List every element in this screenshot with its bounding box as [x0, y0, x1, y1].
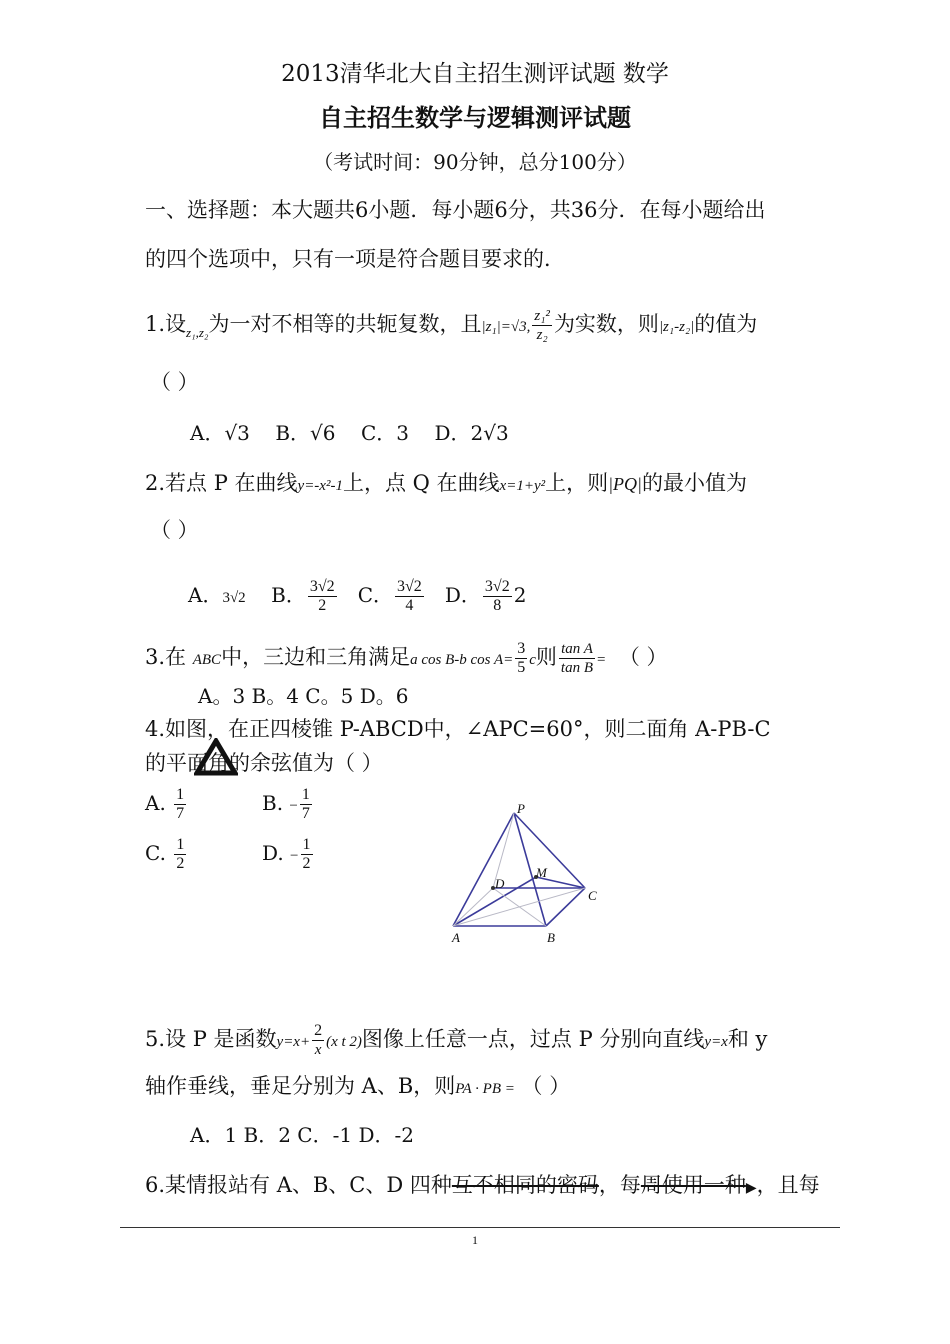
q1-fraction — [532, 307, 552, 344]
q2-option-c-label: C． — [357, 583, 393, 607]
q1-frac-num: z₁² — [534, 308, 550, 324]
q4-option-c-frac — [174, 836, 186, 873]
q5-dot-product: PA · PB = — [455, 1081, 515, 1097]
q1-abs-expr: |z₁|=√3, — [481, 319, 531, 335]
q3-frac-num: 3 — [517, 640, 526, 657]
q4-option-b-den: 7 — [301, 805, 310, 822]
label-A: A — [452, 930, 460, 945]
q2-prefix: 2.若点 P 在曲线 — [145, 471, 298, 495]
q1-abs2: |z₁-z₂| — [658, 319, 695, 335]
label-M: M — [536, 865, 547, 880]
q4-line1: 4.如图，在正四棱锥 P-ABCD中，∠APC=60°，则二面角 A-PB-C — [145, 717, 771, 741]
label-B: B — [547, 930, 555, 945]
q2-option-c-den: 4 — [405, 597, 414, 614]
q5-options: A．1 B．2 C．-1 D．-2 — [190, 1123, 414, 1147]
q5-frac-num: 2 — [314, 1022, 323, 1039]
q2-option-a-label: A． — [188, 583, 223, 607]
exam-subtitle: 自主招生数学与逻辑测评试题 — [319, 103, 631, 132]
q5-mid: 图像上任意一点，过点 P 分别向直线 — [361, 1027, 705, 1051]
q5-line: y=x — [704, 1034, 728, 1050]
q3-eq-tail: c — [529, 652, 536, 668]
q3-frac-den: 5 — [517, 659, 526, 676]
q2-option-b — [308, 578, 337, 615]
q4-option-b — [262, 786, 314, 823]
q4-option-c-den: 2 — [176, 855, 185, 872]
page-title: 2013清华北大自主招生测评试题 数学 — [281, 61, 669, 87]
q5-frac-den: x — [314, 1042, 322, 1058]
q2-option-d-num: 3√2 — [484, 578, 510, 595]
label-P: P — [517, 801, 525, 816]
q4-option-d-label: D. — [262, 841, 284, 865]
q3-eq2: = — [597, 652, 606, 668]
q2-option-d-den: 8 — [493, 597, 502, 614]
q4-option-a-num: 1 — [176, 786, 185, 803]
footer-divider — [120, 1227, 840, 1228]
q2-option-d-label: D． — [444, 583, 481, 607]
q4-option-d — [262, 836, 315, 873]
q6-prefix: 6.某情报站有 A、B、C、D 四种 — [145, 1173, 452, 1197]
q1-option-a: A．√3 — [190, 421, 250, 445]
q3-mid: 中，三边和三角满足 — [221, 645, 411, 669]
q1-frac-den: z₂ — [536, 327, 548, 343]
q1-suffix: 的值为 — [694, 312, 758, 336]
q1-prefix: 1.设 — [145, 312, 187, 336]
q2-option-a: 3√2 — [222, 590, 246, 606]
q2-option-d — [483, 578, 512, 615]
q2-option-c-num: 3√2 — [397, 578, 422, 595]
page-number: 1 — [472, 1233, 478, 1247]
q6-suffix: ，且每 — [756, 1173, 820, 1197]
question-5 — [145, 1022, 767, 1059]
q1-vars: z₁,z₂ — [186, 325, 209, 340]
q3-prefix: 3.在 — [145, 645, 187, 669]
q4-option-c-label: C. — [145, 841, 166, 865]
q3-options: A。3 B。4 C。5 D。6 — [198, 684, 409, 708]
q2-option-c — [395, 578, 424, 615]
question-6 — [145, 1171, 820, 1202]
q4-option-a — [145, 786, 188, 823]
q1-option-c: C．3 — [360, 421, 409, 445]
q3-fraction — [515, 640, 527, 677]
q3-tan-num: tan A — [559, 640, 595, 659]
q1-options — [190, 419, 509, 447]
q2-option-b-den: 2 — [318, 597, 327, 614]
q4-option-c-num: 1 — [176, 836, 185, 853]
q4-option-a-frac — [174, 786, 186, 823]
q3-answer-paren: （ ） — [618, 645, 668, 669]
q4-option-b-sign: − — [289, 798, 298, 814]
q5-line2: 轴作垂线，垂足分别为 A、B，则 — [145, 1074, 456, 1098]
q6-strike2: 周使用一种 — [640, 1173, 746, 1197]
q5-suffix: 和 y — [727, 1027, 768, 1051]
label-C: C — [588, 888, 597, 903]
q4-option-d-sign: − — [290, 848, 299, 864]
q1-mid: 为一对不相等的共轭复数，且 — [208, 312, 482, 336]
q1-answer-paren: （ ） — [150, 370, 199, 394]
q4-option-b-label: B. — [262, 791, 284, 815]
q5-prefix: 5.设 P 是函数 — [145, 1027, 277, 1051]
q2-mid2: 上，则 — [545, 471, 609, 495]
q1-option-d: D．2√3 — [434, 421, 509, 445]
q4-option-b-frac — [300, 786, 312, 823]
q6-strike1: 互不相同的密码 — [451, 1173, 599, 1197]
q4-option-d-den: 2 — [302, 855, 311, 872]
q1-mid2: 为实数，则 — [553, 312, 659, 336]
q3-tan-den: tan B — [560, 660, 594, 676]
q2-option-d-tail: 2 — [513, 583, 527, 607]
exam-info: （考试时间：90分钟，总分100分） — [313, 150, 637, 174]
triangle-artifact-icon — [194, 738, 238, 776]
q2-curve2: x=1+y² — [499, 478, 546, 494]
q5-line2-row — [145, 1072, 570, 1103]
q3-tan-fraction — [559, 640, 595, 677]
q5-func: y=x+ — [276, 1034, 311, 1050]
q4-option-c — [145, 836, 188, 873]
pyramid-figure — [440, 800, 620, 950]
label-D: D — [495, 876, 505, 891]
section-heading-line1: 一、选择题：本大题共6小题．每小题6分，共36分．在每小题给出 — [145, 198, 766, 222]
q5-fraction — [312, 1022, 324, 1059]
question-3 — [145, 640, 668, 677]
q4-option-b-num: 1 — [301, 786, 310, 803]
q4-option-a-label: A. — [145, 791, 166, 815]
q4-option-d-frac — [301, 836, 313, 873]
q3-mid2: 则 — [535, 645, 557, 669]
q6-mid: ，每 — [598, 1173, 641, 1197]
q2-answer-paren: （ ） — [150, 518, 199, 542]
q3-triangle: ABC — [192, 652, 222, 668]
q5-answer-paren: （ ） — [521, 1074, 571, 1098]
q2-options — [188, 578, 526, 615]
q4-option-a-den: 7 — [176, 805, 185, 822]
edge-PA — [453, 813, 514, 926]
question-2 — [145, 469, 747, 500]
question-1 — [145, 307, 757, 347]
q5-domain: (x t 2) — [326, 1034, 362, 1050]
q2-curve1: y=-x²-1 — [297, 478, 343, 494]
arrow-right-icon: ▶ — [745, 1180, 757, 1196]
q4-line2: 的平面角的余弦值为（ ） — [145, 751, 383, 775]
q2-option-b-label: B． — [271, 583, 306, 607]
q1-option-b: B．√6 — [275, 421, 336, 445]
q2-option-b-num: 3√2 — [309, 578, 335, 595]
q3-equation: a cos B-b cos A= — [410, 652, 514, 668]
q4-option-d-num: 1 — [302, 836, 311, 853]
q2-mid: 上，点 Q 在曲线 — [342, 471, 500, 495]
section-heading-line2: 的四个选项中，只有一项是符合题目要求的． — [145, 247, 565, 271]
q2-abs: |PQ| — [608, 474, 642, 494]
diag-DB-hidden — [493, 888, 546, 926]
q2-suffix: 的最小值为 — [642, 471, 747, 495]
